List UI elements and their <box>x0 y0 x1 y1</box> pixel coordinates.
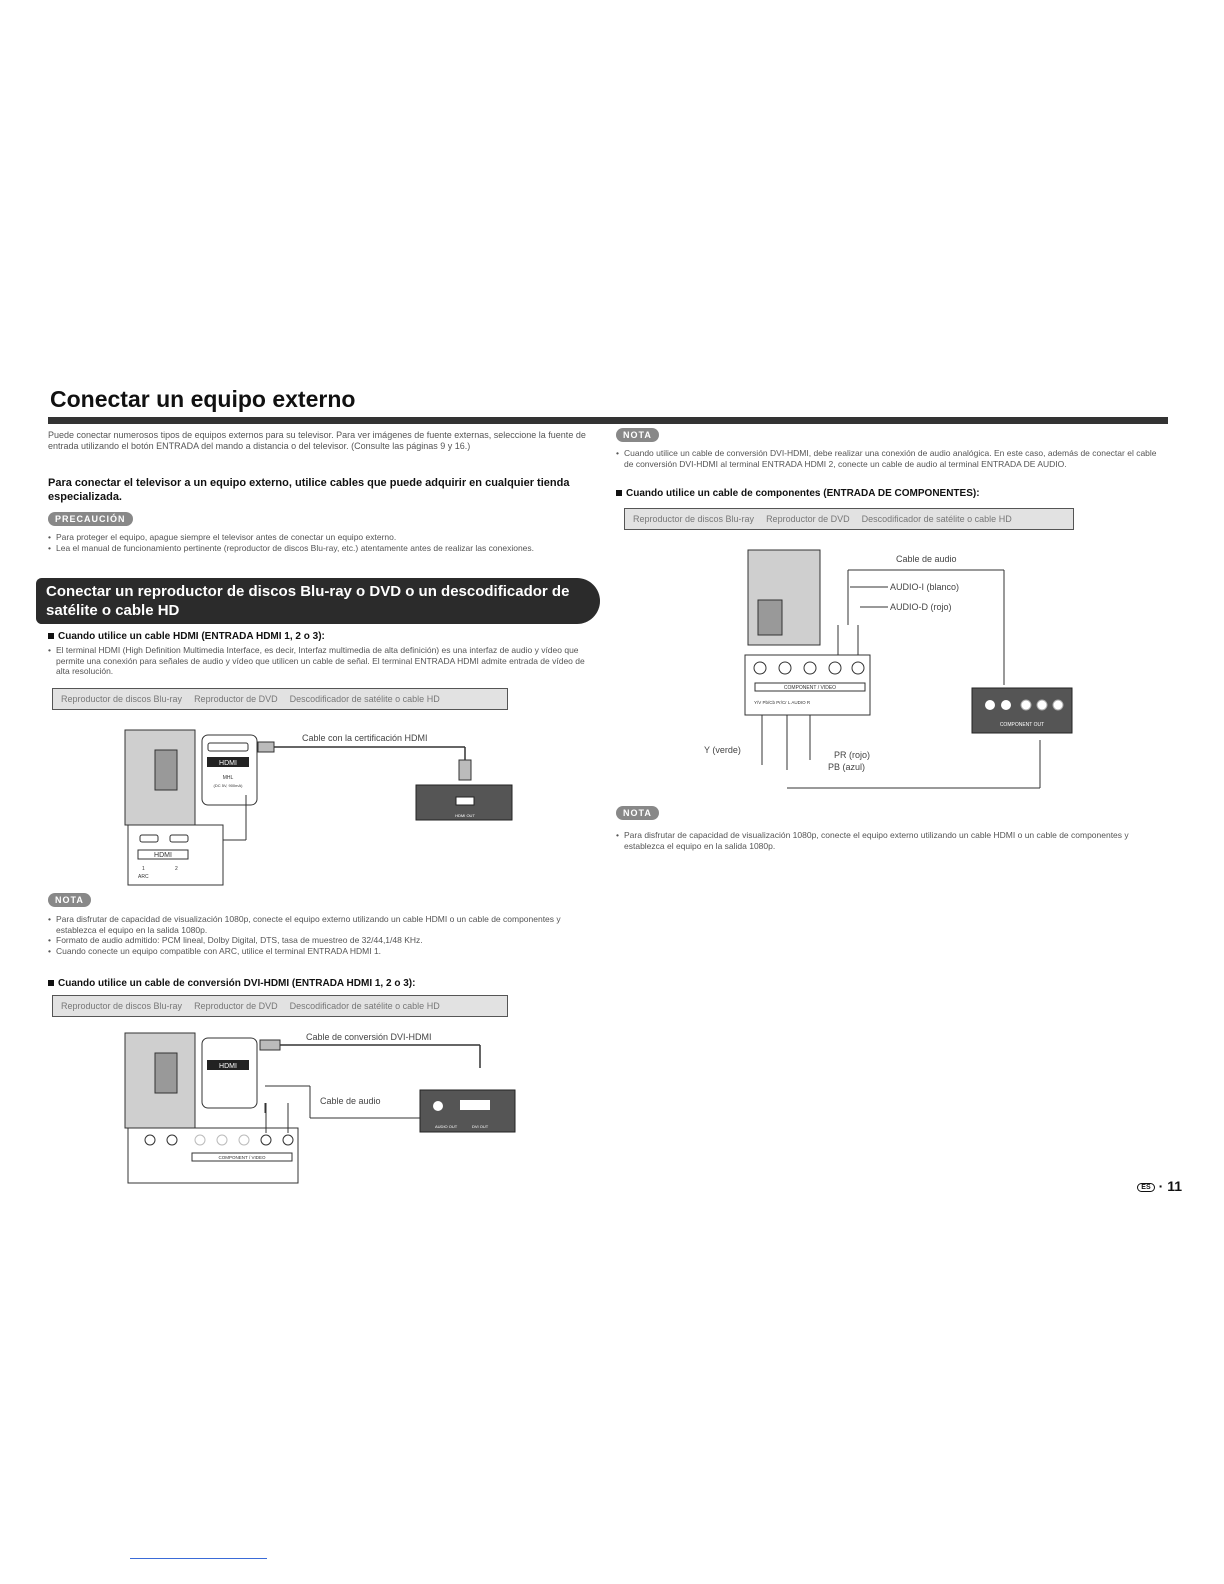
device-bar-component <box>624 508 1074 530</box>
audio-r-label: AUDIO-D (rojo) <box>890 602 952 612</box>
component-port-labels: Y/V Pb/Cb Pr/Cr L AUDIO R <box>754 700 811 705</box>
pr-label: PR (rojo) <box>834 750 871 760</box>
port-2-label: 2 <box>175 866 178 872</box>
dvi-heading: Cuando utilice un cable de conversión DVI-HDMI (ENTRADA HDMI 1, 2 o 3): <box>48 978 415 989</box>
hdmi-cable-label: Cable con la certificación HDMI <box>302 733 428 743</box>
language-mark: ES <box>1137 1183 1154 1192</box>
component-heading: Cuando utilice un cable de componentes (ENTRADA DE COMPONENTES): <box>616 488 980 499</box>
nota-list <box>48 914 598 956</box>
nota-badge: NOTA <box>616 806 659 820</box>
device-label: Reproductor de DVD <box>194 694 278 704</box>
hdmi-connection-diagram <box>120 725 520 890</box>
device-bar-dvi <box>52 995 508 1017</box>
mhl-label: MHL <box>222 775 234 781</box>
page-number-value: 11 <box>1167 1178 1182 1194</box>
footer-line <box>130 1558 267 1559</box>
dvi-connection-diagram <box>120 1028 520 1188</box>
dvi-audio-cable-label: Cable de audio <box>320 1096 381 1106</box>
list-item: • Formato de audio admitido: PCM lineal, Dolby Digital, DTS, tasa de muestreo de 32/44,1/48 KHz. <box>48 935 598 946</box>
hdmi-heading: Cuando utilice un cable HDMI (ENTRADA HDMI 1, 2 o 3): <box>48 631 325 642</box>
list-item: • Para disfrutar de capacidad de visualización 1080p, conecte el equipo externo utilizando un cable HDMI o un cable de componentes y establezca el equipo en la salida 1080p. <box>616 830 1168 851</box>
page-title: Conectar un equipo externo <box>50 386 356 412</box>
intro-bold-text: Para conectar el televisor a un equipo externo, utilice cables que puede adquirir en cualquier tienda especializada. <box>48 477 570 503</box>
component-connection-diagram <box>700 540 1090 795</box>
list-item: • Cuando utilice un cable de conversión DVI-HDMI, debe realizar una conexión de audio analógica. En este caso, además de conectar el cable de conversión DVI-HDMI al terminal ENTRADA HDMI 2, conecte un cable de audio al terminal ENTRADA DE AUDIO. <box>616 448 1168 469</box>
hdmi-logo: HDMI <box>154 852 172 859</box>
device-label: Reproductor de DVD <box>766 514 850 524</box>
list-item: • Lea el manual de funcionamiento pertinente (reproductor de discos Blu-ray, etc.) atentamente antes de realizar las conexiones. <box>48 543 598 554</box>
dvi-out-label: DVI OUT <box>472 1124 489 1129</box>
device-label: Reproductor de discos Blu-ray <box>61 694 183 704</box>
device-label: Descodificador de satélite o cable HD <box>861 514 1012 524</box>
hdmi-logo: HDMI <box>219 1063 237 1070</box>
device-label: Descodificador de satélite o cable HD <box>289 1001 440 1011</box>
nota-badge: NOTA <box>616 428 659 442</box>
dvi-cable-label: Cable de conversión DVI-HDMI <box>306 1032 432 1042</box>
list-item: • Para disfrutar de capacidad de visualización 1080p, conecte el equipo externo utilizando un cable HDMI o un cable de componentes y establezca el equipo en la salida 1080p. <box>48 914 598 935</box>
device-label: Descodificador de satélite o cable HD <box>289 694 440 704</box>
hdmi-logo: HDMI <box>219 760 237 767</box>
mhl-spec: (DC 5V, 900mA) <box>213 783 243 788</box>
device-bar-hdmi <box>52 688 508 710</box>
audio-out-label: AUDIO OUT <box>435 1124 458 1129</box>
page-number: ES · 11 <box>1137 1178 1182 1194</box>
component-label: COMPONENT / VIDEO <box>218 1155 266 1160</box>
precaucion-list <box>48 532 598 553</box>
intro-text: Puede conectar numerosos tipos de equipos externos para su televisor. Para ver imágenes de fuente externas, seleccione la fuente de entrada utilizando el botón ENTRADA del mando a distancia o del televisor. (Consulte las páginas 9 y 16.) <box>48 430 586 451</box>
audio-l-label: AUDIO-I (blanco) <box>890 582 960 592</box>
hdmi-out-label: HDMI OUT <box>455 813 475 818</box>
device-label: Reproductor de DVD <box>194 1001 278 1011</box>
nota-list <box>616 830 1168 851</box>
device-label: Reproductor de discos Blu-ray <box>633 514 755 524</box>
pb-label: PB (azul) <box>828 762 866 772</box>
device-label: Reproductor de discos Blu-ray <box>61 1001 183 1011</box>
arc-label: ARC <box>138 874 149 880</box>
list-item: • Cuando conecte un equipo compatible con ARC, utilice el terminal ENTRADA HDMI 1. <box>48 946 598 957</box>
title-rule <box>48 417 1168 424</box>
component-label: COMPONENT / VIDEO <box>783 685 837 691</box>
precaucion-badge: PRECAUCIÓN <box>48 512 133 526</box>
component-out-label: COMPONENT OUT <box>999 722 1045 728</box>
port-1-label: 1 <box>142 866 145 872</box>
nota-list <box>616 448 1168 469</box>
section-banner: Conectar un reproductor de discos Blu-ray o DVD o un descodificador de satélite o cable HD <box>36 578 600 624</box>
y-label: Y (verde) <box>704 745 741 755</box>
component-audio-cable-label: Cable de audio <box>896 554 957 564</box>
list-item: • El terminal HDMI (High Definition Multimedia Interface, es decir, Interfaz multimedia de alta definición) es una interfaz de audio y vídeo que permite una conexión para señales de audio y vídeo que utilicen un cable de señal. El terminal ENTRADA HDMI admite entrada de vídeo de alta resolución. <box>48 645 598 677</box>
hdmi-list <box>48 645 598 677</box>
list-item: • Para proteger el equipo, apague siempre el televisor antes de conectar un equipo externo. <box>48 532 598 543</box>
nota-badge: NOTA <box>48 893 91 907</box>
